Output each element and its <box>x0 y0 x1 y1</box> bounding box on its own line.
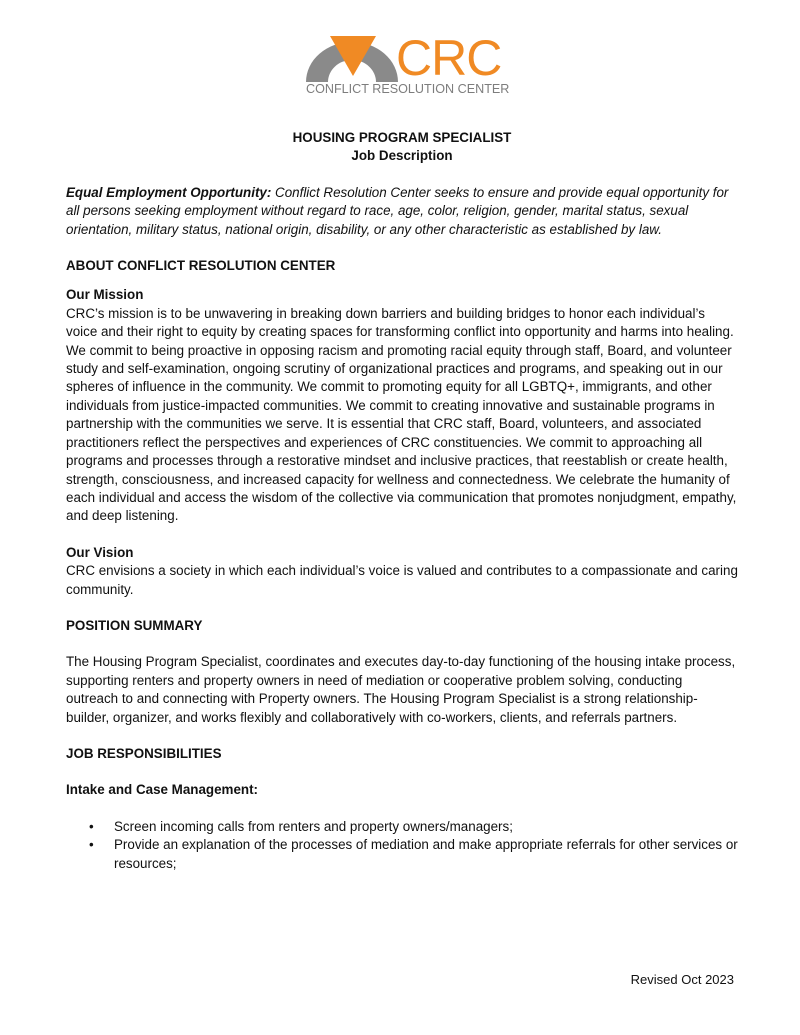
eeo-label: Equal Employment Opportunity: <box>66 184 272 200</box>
vision-heading: Our Vision <box>66 544 134 560</box>
eeo-statement <box>66 184 738 239</box>
about-heading: ABOUT CONFLICT RESOLUTION CENTER <box>66 258 336 274</box>
mission-text: CRC’s mission is to be unwavering in breaking down barriers and building bridges to honor each individual’s voice and their right to equity by creating spaces for transforming conflict into opportunity and harms into healing. We commit to being proactive in opposing racism and promoting racial equity through staff, Board, and volunteer study and self-examination, ongoing scrutiny of organizational practices and programs, and speaking out in our spheres of influence in the community. We commit to promoting equity for all LGBTQ+, immigrants, and other individuals from justice-impacted communities. We commit to creating innovative and sustainable programs in partnership with the communities we serve. It is essential that CRC staff, Board, volunteers, and associated practitioners reflect the perspectives and experiences of CRC constituencies. We commit to approaching all programs and processes through a restorative mindset and inclusive practices, that reestablish or create health, strength, consciousness, and increased capacity for wellness and connectedness. We celebrate the humanity of each individual and access the wisdom of the collective via communication that promotes nonjudgment, empathy, and deep listening. <box>66 305 737 524</box>
document-body <box>66 129 738 873</box>
mission-heading: Our Mission <box>66 287 144 303</box>
position-summary-heading: POSITION SUMMARY <box>66 617 203 633</box>
responsibilities-heading: JOB RESPONSIBILITIES <box>66 745 222 761</box>
position-summary-text: The Housing Program Specialist, coordinates and executes day-to-day functioning of the housing intake process, supporting renters and property owners in need of mediation or cooperative problem solving, conducting outreach to and connecting with Property owners. The Housing Program Specialist is a strong relationship-builder, organizer, and works flexibly and collaboratively with co-workers, clients, and referrals partners. <box>66 654 736 725</box>
responsibilities-list <box>66 818 738 873</box>
list-item: • Screen incoming calls from renters and property owners/managers; <box>114 818 738 836</box>
intake-subheading: Intake and Case Management: <box>66 782 258 798</box>
logo-subtitle: CONFLICT RESOLUTION CENTER <box>306 82 510 96</box>
logo-mark-icon <box>304 36 400 88</box>
revised-date: Revised Oct 2023 <box>630 972 734 987</box>
page-title: HOUSING PROGRAM SPECIALIST <box>292 130 512 145</box>
vision-text: CRC envisions a society in which each individual’s voice is valued and contributes to a compassionate and caring community. <box>66 563 738 597</box>
eeo-text: Conflict Resolution Center seeks to ensure and provide equal opportunity for all persons seeking employment without regard to race, age, color, religion, gender, marital status, sexual orientation, military status, national origin, disability, or any other characteristic as established by law. <box>66 184 729 237</box>
crc-logo <box>304 30 510 104</box>
list-item: • Provide an explanation of the processes of mediation and make appropriate referrals for other services or resources; <box>114 836 738 873</box>
page-subtitle: Job Description <box>351 148 453 164</box>
logo-wordmark: CRC <box>396 30 502 86</box>
